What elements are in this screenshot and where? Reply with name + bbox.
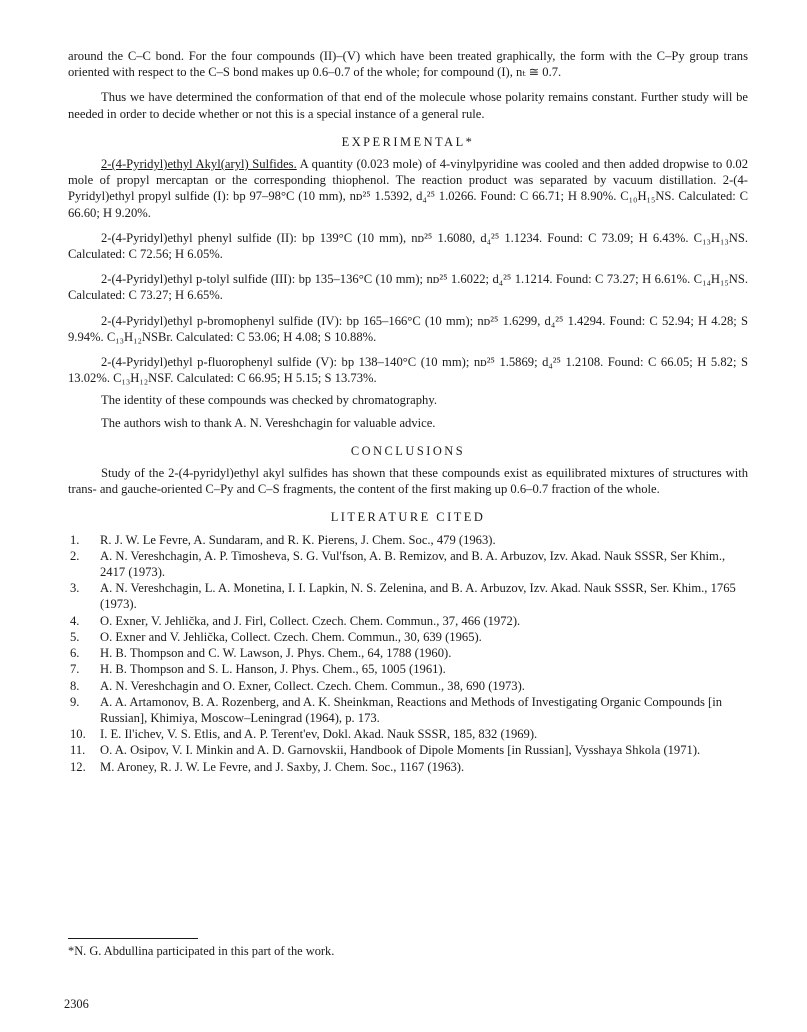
reference-text: A. N. Vereshchagin, A. P. Timosheva, S. G. Vul'fson, A. B. Remizov, and B. A. Arbuzov, Izv. Akad. Nauk SSSR, Ser Khim., 2417 (1973).	[100, 548, 726, 580]
paper-body	[68, 48, 748, 775]
page-number: 2306	[64, 997, 89, 1011]
reference-text: A. A. Artamonov, B. A. Rozenberg, and A. K. Sheinkman, Reactions and Methods of Investigating Organic Compounds [in Russian], Khimiya, Moscow–Leningrad (1964), p. 173.	[100, 694, 723, 725]
reference-item	[68, 613, 748, 629]
experimental-paragraph-6: The identity of these compounds was checked by chromatography.	[101, 393, 437, 408]
experimental-paragraph-4: 2-(4-Pyridyl)ethyl p-bromophenyl sulfide (IV): bp 165–166°C (10 mm); nᴅ²⁵ 1.6299, d₄²⁵ 1.4294. Found: C 52.94; H 4.28; S 9.94%. C₁₃H₁₂NSBr. Calculated: C 53.06; H 4.08; S 10.88%.	[68, 313, 748, 344]
reference-number: 10.	[70, 727, 86, 742]
reference-item	[68, 580, 748, 612]
reference-text: A. N. Vereshchagin, L. A. Monetina, I. I. Lapkin, N. S. Zelenina, and B. A. Arbuzov, Izv. Akad. Nauk SSSR, Ser. Khim., 1765 (1973).	[100, 581, 736, 612]
reference-list	[68, 532, 748, 775]
reference-number: 12.	[70, 759, 86, 774]
conclusions-heading: CONCLUSIONS	[350, 443, 466, 458]
reference-number: 7.	[70, 662, 80, 677]
reference-number: 6.	[70, 646, 80, 661]
reference-number: 4.	[70, 613, 80, 628]
reference-text: O. Exner and V. Jehlička, Collect. Czech. Chem. Commun., 30, 639 (1965).	[100, 629, 482, 644]
reference-item	[68, 694, 748, 726]
literature-heading: LITERATURE CITED	[330, 510, 486, 525]
intro-paragraph-1: around the C–C bond. For the four compounds (II)–(V) which have been treated graphically, the form with the C–Py group trans oriented with respect to the C–S bond makes up 0.6–0.7 of the whole; for compound (I), nₜ ≅ 0.7.	[68, 49, 748, 80]
reference-text: R. J. W. Le Fevre, A. Sundaram, and R. K. Pierens, J. Chem. Soc., 479 (1963).	[100, 532, 496, 547]
experimental-paragraph-2: 2-(4-Pyridyl)ethyl phenyl sulfide (II): bp 139°C (10 mm), nᴅ²⁵ 1.6080, d₄²⁵ 1.1234. Found: C 73.09; H 6.43%. C₁₃H₁₃NS. Calculated: C 72.56; H 6.05%.	[68, 230, 748, 262]
reference-text: O. Exner, V. Jehlička, and J. Firl, Collect. Czech. Chem. Commun., 37, 466 (1972).	[100, 613, 521, 628]
reference-item	[68, 742, 748, 758]
experimental-heading: EXPERIMENTAL*	[341, 134, 475, 149]
reference-number: 8.	[70, 678, 80, 693]
reference-item	[68, 661, 748, 677]
reference-item	[68, 548, 748, 580]
reference-item	[68, 759, 748, 775]
reference-number: 9.	[70, 694, 80, 709]
footnote-text: *N. G. Abdullina participated in this part of the work.	[68, 944, 335, 958]
conclusions-paragraph: Study of the 2-(4-pyridyl)ethyl akyl sulfides has shown that these compounds exist as equilibrated mixtures of structures with trans- and gauche-oriented C–Py and C–S fragments, the content of the first making up 0.6–0.7 fraction of the whole.	[68, 466, 748, 497]
footnote-rule	[68, 938, 198, 939]
reference-text: H. B. Thompson and C. W. Lawson, J. Phys. Chem., 64, 1788 (1960).	[100, 646, 452, 661]
reference-item	[68, 645, 748, 661]
reference-text: A. N. Vereshchagin and O. Exner, Collect. Czech. Chem. Commun., 38, 690 (1973).	[100, 678, 525, 693]
reference-number: 5.	[70, 629, 80, 644]
acknowledgment-paragraph: The authors wish to thank A. N. Vereshchagin for valuable advice.	[101, 415, 436, 430]
experimental-paragraph-1	[68, 156, 748, 221]
reference-number: 3.	[70, 581, 80, 596]
experimental-paragraph-1-text: A quantity (0.023 mole) of 4-vinylpyridine was cooled and then added dropwise to 0.02 mole of propyl mercaptan or the corresponding thiophenol. The reaction product was separated by vacuum distillation. 2-(4-Pyridyl)ethyl propyl sulfide (I): bp 97–98°C (10 mm), nᴅ²⁵ 1.5392, d₄²⁵ 1.0266. Found: C 66.71; H 8.90%. C₁₀H₁₅NS. Calculated: C 66.60; H 9.20%.	[68, 157, 748, 220]
reference-item	[68, 629, 748, 645]
reference-text: O. A. Osipov, V. I. Minkin and A. D. Garnovskii, Handbook of Dipole Moments [in Russian], Vysshaya Shkola (1971).	[100, 743, 701, 758]
experimental-paragraph-3: 2-(4-Pyridyl)ethyl p-tolyl sulfide (III): bp 135–136°C (10 mm); nᴅ²⁵ 1.6022; d₄²⁵ 1.1214. Found: C 73.27; H 6.61%. C₁₄H₁₅NS. Calculated: C 73.27; H 6.65%.	[68, 272, 748, 303]
intro-paragraph-2: Thus we have determined the conformation of that end of the molecule whose polarity remains constant. Further study will be needed in order to decide whether or not this is a special instance of a general rule.	[68, 90, 748, 121]
reference-item	[68, 532, 748, 548]
reference-text: H. B. Thompson and S. L. Hanson, J. Phys. Chem., 65, 1005 (1961).	[100, 662, 446, 677]
reference-item	[68, 678, 748, 694]
reference-text: I. E. Il'ichev, V. S. Etlis, and A. P. Terent'ev, Dokl. Akad. Nauk SSSR, 185, 832 (1969).	[100, 727, 538, 742]
footnote	[68, 938, 748, 959]
reference-item	[68, 726, 748, 742]
reference-number: 2.	[70, 548, 80, 563]
experimental-paragraph-5: 2-(4-Pyridyl)ethyl p-fluorophenyl sulfide (V): bp 138–140°C (10 mm); nᴅ²⁵ 1.5869; d₄²⁵ 1.2108. Found: C 66.05; H 5.82; S 13.02%. C₁₃H₁₂NSF. Calculated: C 66.95; H 5.15; S 13.73%.	[68, 355, 748, 386]
reference-number: 1.	[70, 532, 80, 547]
reference-number: 11.	[70, 743, 86, 758]
reference-text: M. Aroney, R. J. W. Le Fevre, and J. Saxby, J. Chem. Soc., 1167 (1963).	[100, 759, 465, 774]
experimental-lead-title: 2-(4-Pyridyl)ethyl Akyl(aryl) Sulfides.	[101, 157, 297, 172]
